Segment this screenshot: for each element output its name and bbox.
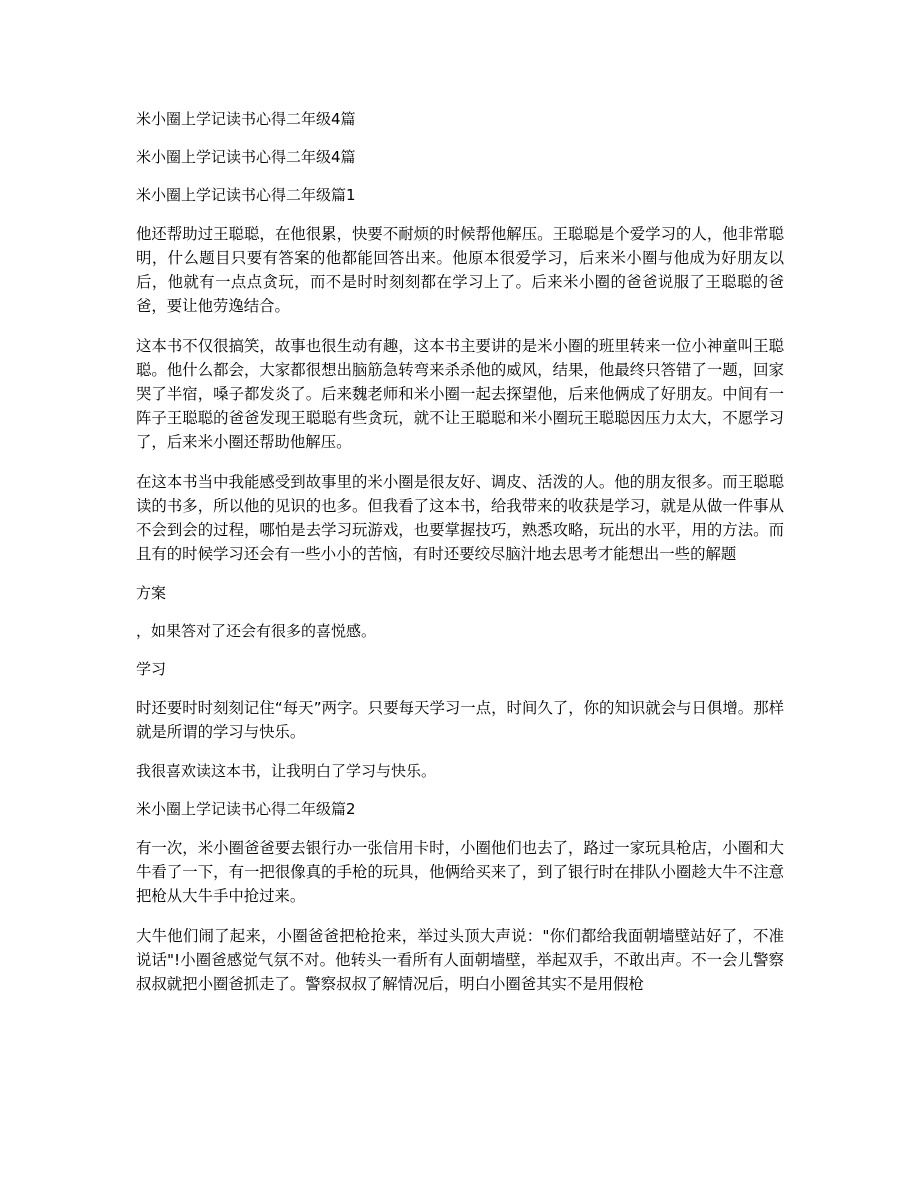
paragraph: 我很喜欢读这本书，让我明白了学习与快乐。 <box>136 762 437 780</box>
paragraph: 时还要时时刻刻记住“每天”两字。只要每天学习一点，时间久了，你的知识就会与日俱增。那样就是所谓的学习与快乐。 <box>136 699 784 741</box>
paragraph: 学习 <box>136 660 167 678</box>
section-heading-2: 米小圈上学记读书心得二年级篇2 <box>136 800 356 818</box>
document-page <box>136 108 784 1012</box>
paragraph: 这本书不仅很搞笑，故事也很生动有趣，这本书主要讲的是米小圈的班里转来一位小神童叫王聪聪。他什么都会，大家都很想出脑筋急转弯来杀杀他的威风，结果，他最终只答错了一题，回家哭了半宿，嗓子都发炎了。后来魏老师和米小圈一起去探望他，后来他俩成了好朋友。中间有一阵子王聪聪的爸爸发现王聪聪有些贪玩，就不让王聪聪和米小圈玩王聪聪因压力太大，不愿学习了，后来米小圈还帮助他解压。 <box>136 337 784 451</box>
document-title: 米小圈上学记读书心得二年级4篇 <box>136 110 356 128</box>
paragraph: 方案 <box>136 584 167 602</box>
paragraph: ，如果答对了还会有很多的喜悦感。 <box>136 622 377 640</box>
document-subtitle: 米小圈上学记读书心得二年级4篇 <box>136 148 356 166</box>
paragraph: 大牛他们闹了起来，小圈爸爸把枪抢来，举过头顶大声说："你们都给我面朝墙壁站好了，不准说话"!小圈爸感觉气氛不对。他转头一看所有人面朝墙壁，举起双手，不敢出声。不一会儿警察叔叔就把小圈爸抓走了。警察叔叔了解情况后，明白小圈爸其实不是用假枪 <box>136 927 784 993</box>
paragraph: 在这本书当中我能感受到故事里的米小圈是很友好、调皮、活泼的人。他的朋友很多。而王聪聪读的书多，所以他的见识的也多。但我看了这本书，给我带来的收获是学习，就是从做一件事从不会到会的过程，哪怕是去学习玩游戏，也要掌握技巧，熟悉攻略，玩出的水平，用的方法。而且有的时候学习还会有一些小小的苦恼，有时还要绞尽脑汁地去思考才能想出一些的解题 <box>136 473 784 563</box>
section-heading-1: 米小圈上学记读书心得二年级篇1 <box>136 186 356 204</box>
paragraph: 有一次，米小圈爸爸要去银行办一张信用卡时，小圈他们也去了，路过一家玩具枪店，小圈和大牛看了一下，有一把很像真的手枪的玩具，他俩给买来了，到了银行时在排队小圈趁大牛不注意把枪从大牛手中抢过来。 <box>136 839 784 905</box>
paragraph: 他还帮助过王聪聪，在他很累，快要不耐烦的时候帮他解压。王聪聪是个爱学习的人，他非常聪明，什么题目只要有答案的他都能回答出来。他原本很爱学习，后来米小圈与他成为好朋友以后，他就有一点点贪玩，而不是时时刻刻都在学习上了。后来米小圈的爸爸说服了王聪聪的爸爸，要让他劳逸结合。 <box>136 225 784 315</box>
